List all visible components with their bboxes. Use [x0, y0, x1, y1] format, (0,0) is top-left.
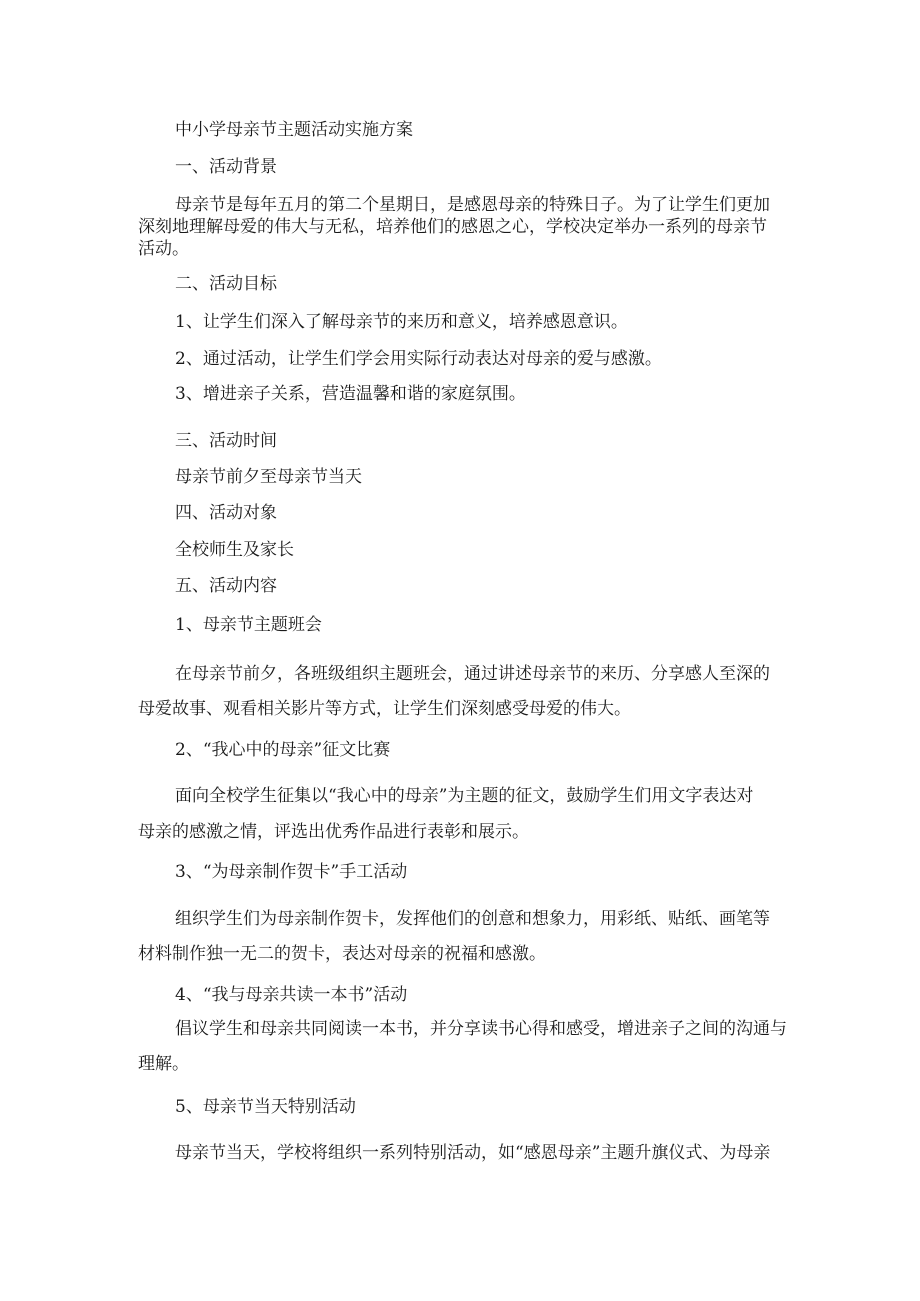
- paragraph-line: 深刻地理解母爱的伟大与无私，培养他们的感恩之心，学校决定举办一系列的母亲节: [138, 217, 767, 237]
- time-text: 母亲节前夕至母亲节当天: [175, 467, 362, 487]
- paragraph-line: 材料制作独一无二的贺卡，表达对母亲的祝福和感激。: [138, 944, 546, 964]
- section-heading-target: 四、活动对象: [175, 503, 277, 523]
- activity-title: 5、母亲节当天特别活动: [175, 1097, 356, 1117]
- section-heading-content: 五、活动内容: [175, 576, 277, 596]
- section-heading-background: 一、活动背景: [175, 157, 277, 177]
- activity-title: 3、“为母亲制作贺卡”手工活动: [175, 862, 408, 882]
- activity-title: 1、母亲节主题班会: [175, 615, 322, 635]
- paragraph-line: 母亲节是每年五月的第二个星期日，是感恩母亲的特殊日子。为了让学生们更加: [175, 195, 770, 215]
- activity-title: 4、“我与母亲共读一本书”活动: [175, 985, 408, 1005]
- paragraph-line: 活动。: [138, 239, 189, 259]
- target-text: 全校师生及家长: [175, 540, 294, 560]
- paragraph-line: 倡议学生和母亲共同阅读一本书，并分享读书心得和感受，增进亲子之间的沟通与: [175, 1019, 787, 1039]
- paragraph-line: 面向全校学生征集以“我心中的母亲”为主题的征文，鼓励学生们用文字表达对: [175, 786, 754, 806]
- paragraph-line: 母爱故事、观看相关影片等方式，让学生们深刻感受母爱的伟大。: [138, 699, 631, 719]
- goal-item: 2、通过活动，让学生们学会用实际行动表达对母亲的爱与感激。: [175, 349, 662, 369]
- paragraph-line: 组织学生们为母亲制作贺卡，发挥他们的创意和想象力，用彩纸、贴纸、画笔等: [175, 909, 770, 929]
- paragraph-line: 母亲的感激之情，评选出优秀作品进行表彰和展示。: [138, 822, 529, 842]
- goal-item: 1、让学生们深入了解母亲节的来历和意义，培养感恩意识。: [175, 312, 628, 332]
- paragraph-line: 理解。: [138, 1054, 189, 1074]
- paragraph-line: 母亲节当天，学校将组织一系列特别活动，如“感恩母亲”主题升旗仪式、为母亲: [175, 1143, 771, 1163]
- activity-title: 2、“我心中的母亲”征文比赛: [175, 740, 391, 760]
- goal-item: 3、增进亲子关系，营造温馨和谐的家庭氛围。: [175, 384, 526, 404]
- paragraph-line: 在母亲节前夕，各班级组织主题班会，通过讲述母亲节的来历、分享感人至深的: [175, 664, 770, 684]
- section-heading-goals: 二、活动目标: [175, 274, 277, 294]
- document-title: 中小学母亲节主题活动实施方案: [175, 120, 413, 140]
- section-heading-time: 三、活动时间: [175, 431, 277, 451]
